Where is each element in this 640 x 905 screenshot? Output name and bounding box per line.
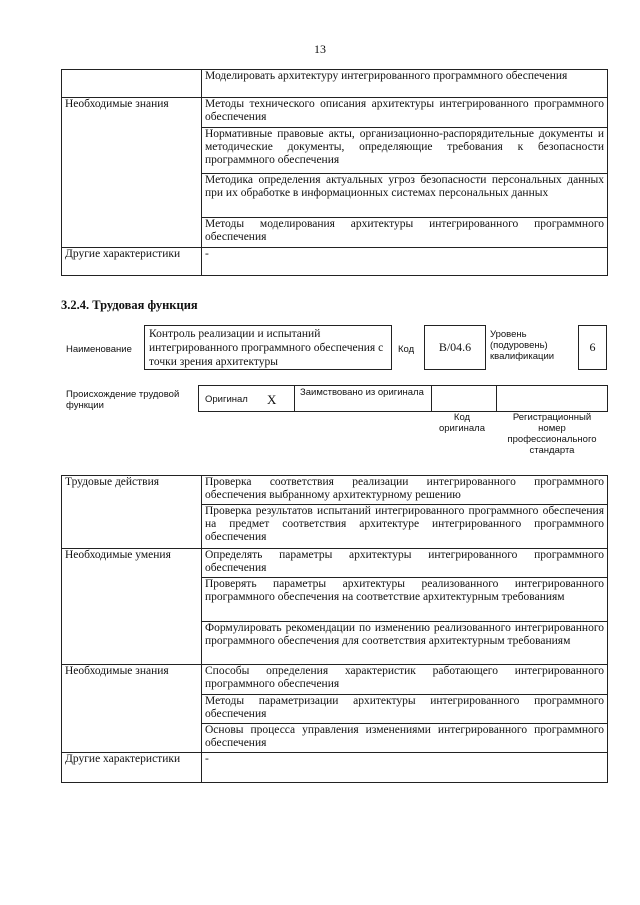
function-name-box [144, 325, 392, 370]
row-item: Методы моделирования архитектуры интегрированного программного обеспечения [202, 218, 608, 248]
row-item: Проверка результатов испытаний интегрированного программного обеспечения на предмет соответствия архитектуре интегрированного программного обеспечения [202, 505, 608, 549]
row-label [62, 70, 202, 98]
divider [294, 386, 295, 411]
row-label: Трудовые действия [62, 476, 202, 549]
original-mark: X [267, 392, 277, 407]
row-item: Проверять параметры архитектуры реализованного интегрированного программного обеспечения на соответствие архитектурным требованиям [202, 578, 608, 622]
function-name: Контроль реализации и испытаний интегрированного программного обеспечения с точки зрения архитектуры [149, 328, 384, 368]
name-label: Наименование [66, 344, 132, 355]
row-label: Необходимые умения [62, 549, 202, 665]
divider [496, 386, 497, 411]
code-original-caption: Код оригинала [438, 412, 485, 434]
row-item: Моделировать архитектуру интегрированного программного обеспечения [202, 70, 608, 98]
requirements-table-top [61, 69, 608, 276]
reg-number-caption: Регистрационный номер профессионального стандарта [507, 412, 597, 456]
row-item: Способы определения характеристик работающего интегрированного программного обеспечения [202, 665, 608, 695]
row-item: Методы технического описания архитектуры интегрированного программного обеспечения [202, 98, 608, 128]
code-box [424, 325, 486, 370]
original-label: Оригинал [205, 394, 248, 405]
borrowed-label: Заимствовано из оригинала [300, 387, 424, 398]
row-item: Определять параметры архитектуры интегрированного программного обеспечения [202, 549, 608, 578]
row-label: Необходимые знания [62, 98, 202, 248]
row-item: Методы параметризации архитектуры интегрированного программного обеспечения [202, 695, 608, 724]
row-label: Другие характеристики [62, 248, 202, 276]
row-item: Формулировать рекомендации по изменению реализованного интегрированного программного обеспечения для соответствия архитектурным требованиям [202, 622, 608, 665]
row-item: Основы процесса управления изменениями интегрированного программного обеспечения [202, 724, 608, 753]
code-value: B/04.6 [438, 340, 472, 354]
level-box [578, 325, 607, 370]
section-title: 3.2.4. Трудовая функция [61, 298, 198, 312]
requirements-table-main [61, 475, 608, 783]
code-label: Код [398, 344, 415, 355]
page-number: 13 [314, 42, 326, 56]
level-label: Уровень (подуровень) квалификации [490, 329, 555, 362]
row-item: Проверка соответствия реализации интегрированного программного обеспечения выбранному архитектурному решению [202, 476, 608, 505]
level-value: 6 [589, 340, 596, 354]
row-item: - [202, 753, 608, 783]
divider [431, 386, 432, 411]
row-item: Нормативные правовые акты, организационно-распорядительные документы и методические документы, определяющие требования к безопасности программного обеспечения [202, 128, 608, 174]
row-item: - [202, 248, 608, 276]
row-item: Методика определения актуальных угроз безопасности персональных данных при их обработке в информационных системах персональных данных [202, 174, 608, 218]
origin-label: Происхождение трудовой функции [66, 389, 180, 411]
row-label: Необходимые знания [62, 665, 202, 753]
origin-box [198, 385, 608, 412]
row-label: Другие характеристики [62, 753, 202, 783]
